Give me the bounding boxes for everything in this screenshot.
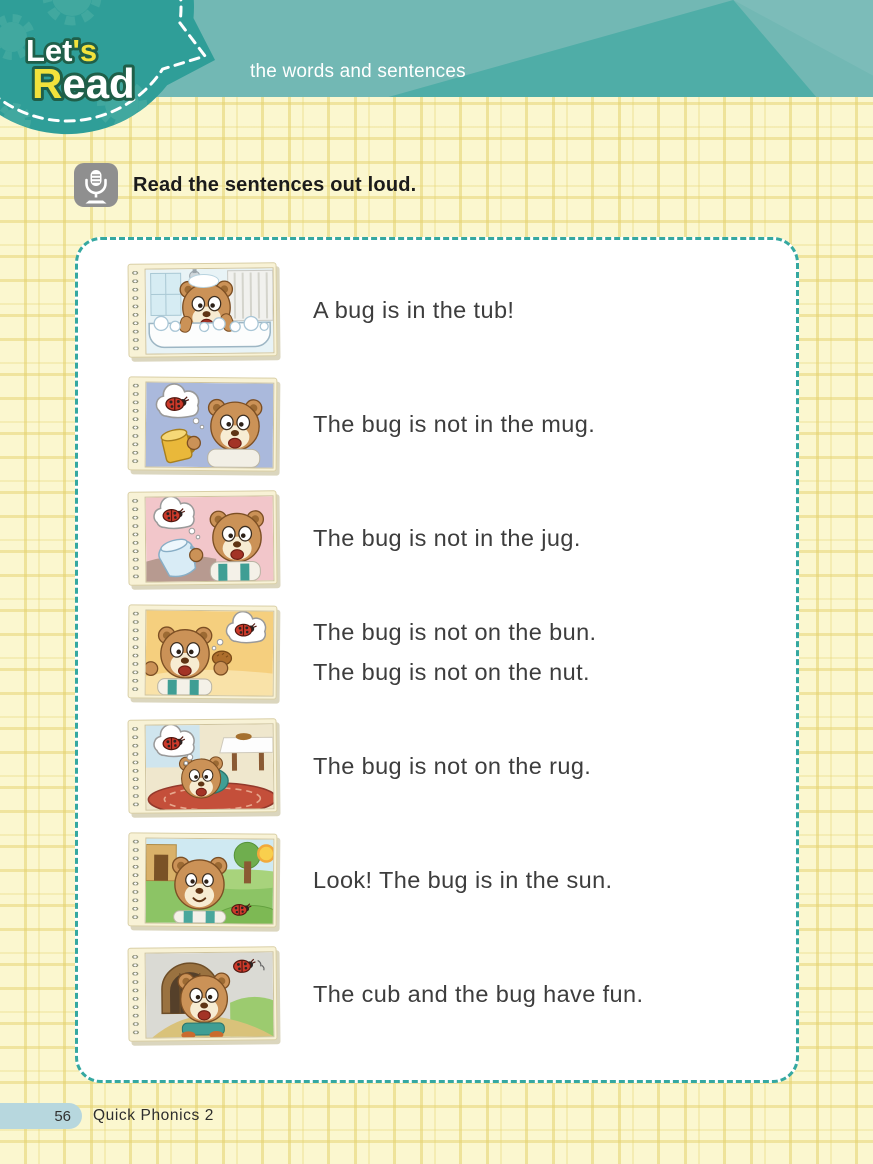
book-title: Quick Phonics 2 [93, 1107, 214, 1124]
page-number: 56 [54, 1107, 71, 1125]
notebook-illustration [128, 490, 278, 586]
badge-read-yellow: R [32, 60, 63, 107]
badge-read-white: ead [62, 60, 135, 107]
sentence-text: Look! The bug is in the sun. [313, 867, 613, 893]
instruction-text: Read the sentences out loud. [133, 173, 417, 196]
scene-bug-not-in-mug [145, 381, 275, 468]
scene-bug-in-sun [145, 837, 275, 924]
sentence-text: The bug is not in the mug. [313, 411, 596, 437]
lets-read-badge [0, 0, 222, 152]
spiral-rings [130, 609, 142, 693]
sentence-text: A bug is in the tub! [313, 297, 515, 323]
sentence-text: The bug is not in the jug. [313, 525, 581, 551]
reading-row-sun [78, 823, 796, 937]
spiral-rings [130, 725, 142, 809]
badge-lets-yellow: 's [72, 33, 98, 68]
scene-bug-not-in-jug [145, 495, 275, 582]
sentence-text: The bug is not on the rug. [313, 753, 592, 779]
notebook-illustration [128, 604, 278, 699]
header-subtitle: the words and sentences [250, 61, 466, 82]
spiral-rings [130, 381, 142, 465]
notebook-illustration [128, 832, 278, 927]
sentence-text: The bug is not on the nut. [313, 659, 590, 685]
scene-cub-and-bug-have-fun [145, 951, 275, 1038]
page-number-pill [0, 1103, 82, 1129]
sentence-text: The cub and the bug have fun. [313, 981, 644, 1007]
spiral-rings [130, 269, 142, 353]
notebook-illustration [128, 946, 278, 1042]
sentence-text: The bug is not on the bun. [313, 619, 597, 645]
spiral-rings [130, 837, 142, 921]
reading-row-mug [78, 367, 796, 481]
scene-bug-not-on-bun [145, 609, 275, 696]
spiral-rings [130, 497, 142, 581]
notebook-illustration [128, 262, 278, 358]
reading-row-rug [78, 709, 796, 823]
scene-bug-not-on-rug [145, 723, 275, 810]
badge-word-read [32, 60, 135, 107]
reading-row-bun-nut [78, 595, 796, 709]
notebook-illustration [128, 376, 278, 471]
scene-bug-in-tub [145, 267, 275, 354]
notebook-illustration [128, 718, 278, 814]
spiral-rings [130, 953, 142, 1037]
reading-panel [75, 237, 799, 1083]
reading-row-jug [78, 481, 796, 595]
reading-row-tub [78, 253, 796, 367]
instruction-row [74, 163, 416, 207]
badge-lets-white: Let [26, 33, 73, 68]
microphone-icon [74, 163, 118, 207]
reading-row-fun [78, 937, 796, 1051]
